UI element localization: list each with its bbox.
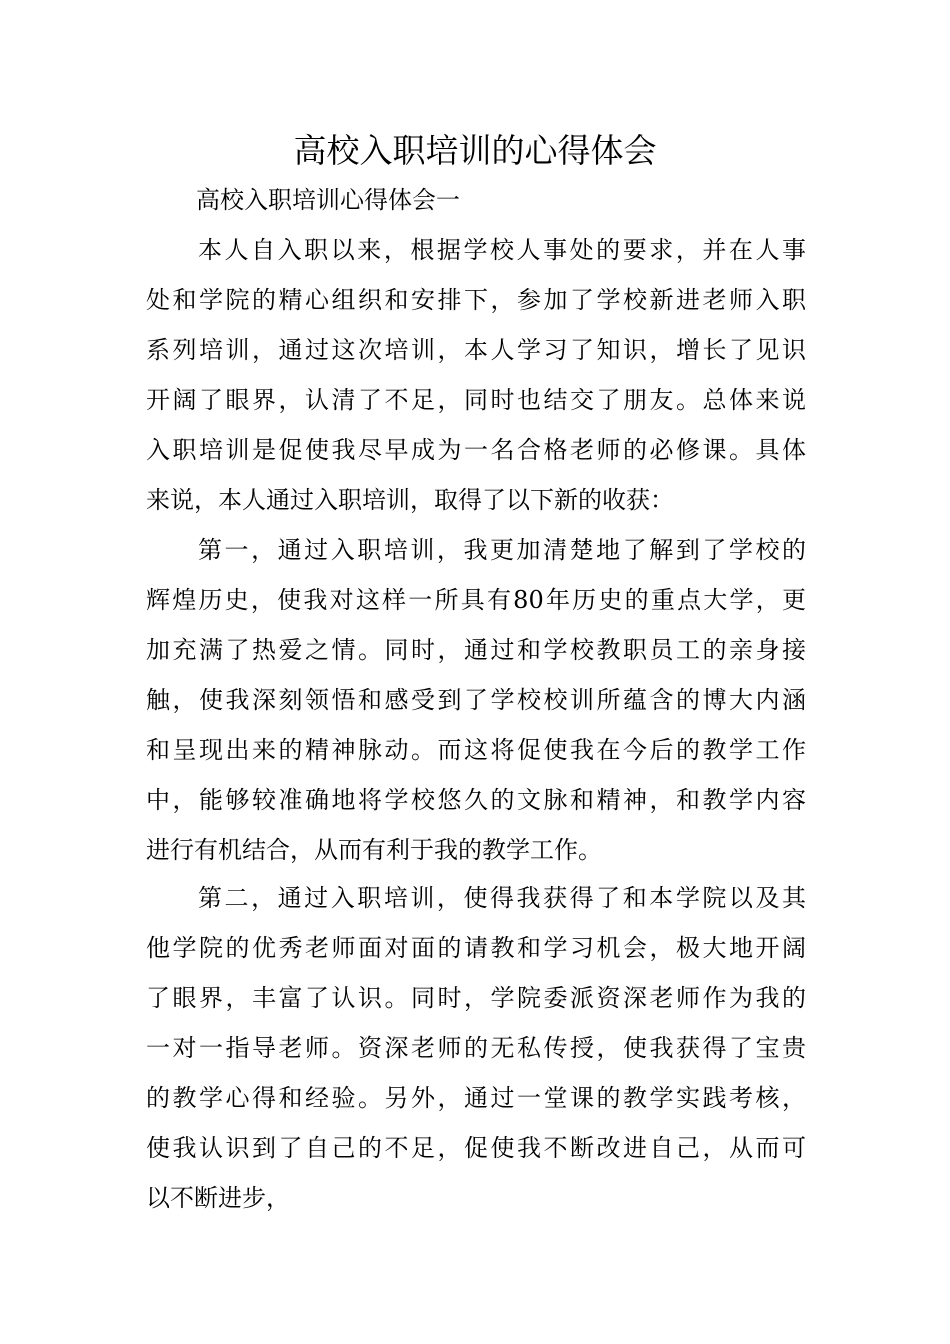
paragraph-line: 进行有机结合，从而有利于我的教学工作。 <box>146 836 602 864</box>
paragraph-line: 来说，本人通过入职培训，取得了以下新的收获： <box>146 486 674 514</box>
paragraph-line: 加充满了热爱之情。同时，通过和学校教职员工的亲身接 <box>146 636 806 664</box>
paragraph-line: 触，使我深刻领悟和感受到了学校校训所蕴含的博大内涵 <box>146 686 806 714</box>
paragraph-line: 处和学院的精心组织和安排下，参加了学校新进老师入职 <box>146 286 806 314</box>
paragraph-line: 本人自入职以来，根据学校人事处的要求，并在人事 <box>198 236 806 264</box>
paragraph-line: 第二，通过入职培训，使得我获得了和本学院以及其 <box>198 884 806 912</box>
paragraph-line: 了眼界，丰富了认识。同时，学院委派资深老师作为我的 <box>146 984 806 1012</box>
paragraph-line: 和呈现出来的精神脉动。而这将促使我在今后的教学工作 <box>146 736 806 764</box>
paragraph-line: 第一，通过入职培训，我更加清楚地了解到了学校的 <box>198 536 806 564</box>
paragraph-line: 系列培训，通过这次培训，本人学习了知识，增长了见识 <box>146 336 806 364</box>
document-subtitle: 高校入职培训心得体会一 <box>196 186 460 214</box>
paragraph-line: 他学院的优秀老师面对面的请教和学习机会，极大地开阔 <box>146 934 806 962</box>
document-title: 高校入职培训的心得体会 <box>293 131 657 170</box>
paragraph-line: 的教学心得和经验。另外，通过一堂课的教学实践考核， <box>146 1084 806 1112</box>
paragraph-line: 辉煌历史，使我对这样一所具有80年历史的重点大学，更 <box>146 586 806 614</box>
paragraph-line: 以不断进步， <box>146 1184 290 1212</box>
paragraph-line: 中，能够较准确地将学校悠久的文脉和精神，和教学内容 <box>146 786 806 814</box>
paragraph-line: 使我认识到了自己的不足，促使我不断改进自己，从而可 <box>146 1134 806 1162</box>
paragraph-line: 一对一指导老师。资深老师的无私传授，使我获得了宝贵 <box>146 1034 806 1062</box>
paragraph-line: 入职培训是促使我尽早成为一名合格老师的必修课。具体 <box>146 436 806 464</box>
paragraph-line: 开阔了眼界，认清了不足，同时也结交了朋友。总体来说 <box>146 386 806 414</box>
